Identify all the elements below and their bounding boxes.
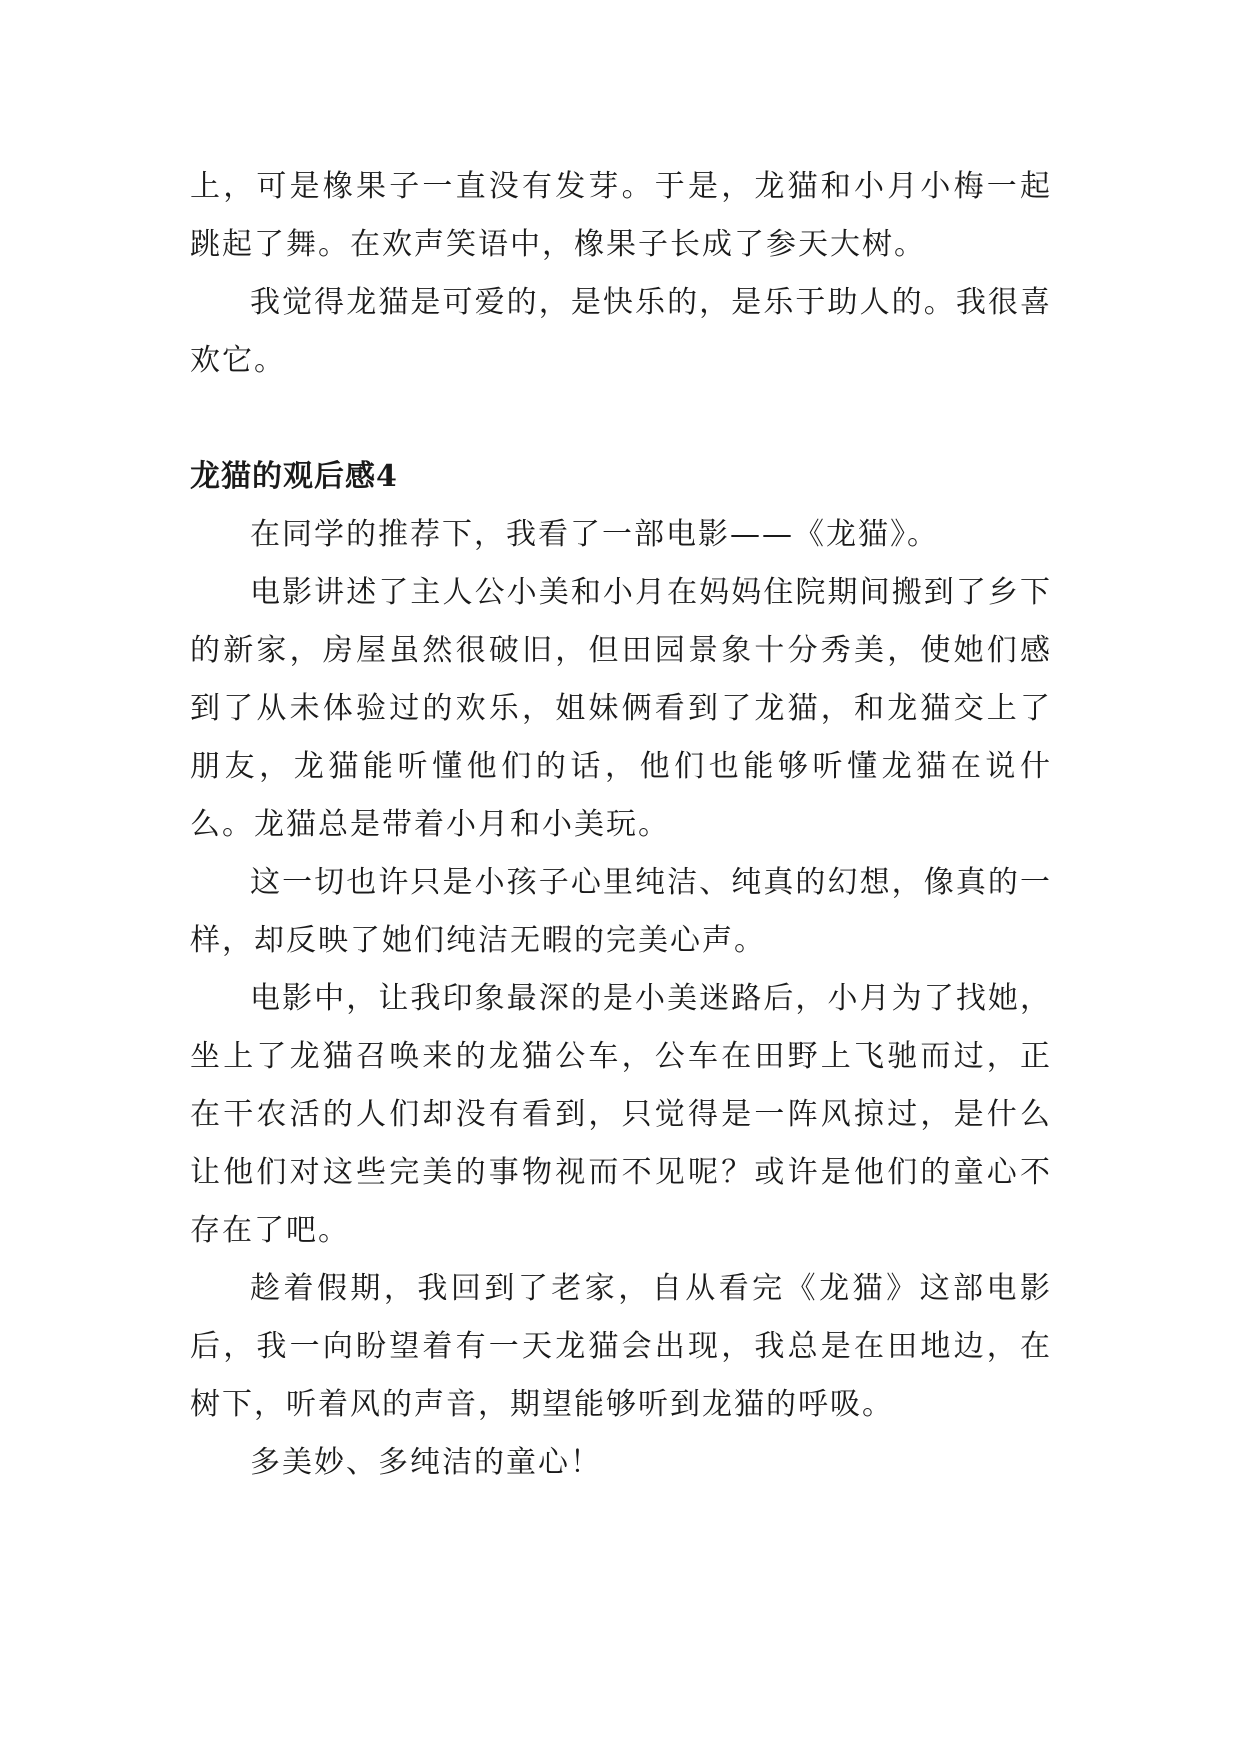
document-body [190,158,1052,1492]
body-paragraph: 多美妙、多纯洁的童心！ [250,1445,602,1480]
body-paragraph: 电影讲述了主人公小美和小月在妈妈住院期间搬到了乡下的新家，房屋虽然很破旧，但田园景象十分秀美，使她们感到了从未体验过的欢乐，姐妹俩看到了龙猫，和龙猫交上了朋友，龙猫能听懂他们的话，他们也能够听懂龙猫在说什么。龙猫总是带着小月和小美玩。 [190,575,1052,842]
continuation-paragraph: 上，可是橡果子一直没有发芽。于是，龙猫和小月小梅一起跳起了舞。在欢声笑语中，橡果子长成了参天大树。 [190,169,1052,262]
closing-paragraph: 我觉得龙猫是可爱的，是快乐的，是乐于助人的。我很喜欢它。 [190,285,1052,378]
body-paragraph: 电影中，让我印象最深的是小美迷路后，小月为了找她，坐上了龙猫召唤来的龙猫公车，公车在田野上飞驰而过，正在干农活的人们却没有看到，只觉得是一阵风掠过，是什么让他们对这些完美的事物视而不见呢？或许是他们的童心不存在了吧。 [190,981,1052,1248]
section-title: 龙猫的观后感4 [190,459,398,494]
body-paragraph: 在同学的推荐下，我看了一部电影——《龙猫》。 [250,517,939,552]
body-paragraph: 趁着假期，我回到了老家，自从看完《龙猫》这部电影后，我一向盼望着有一天龙猫会出现，我总是在田地边，在树下，听着风的声音，期望能够听到龙猫的呼吸。 [190,1271,1052,1422]
body-paragraph: 这一切也许只是小孩子心里纯洁、纯真的幻想，像真的一样，却反映了她们纯洁无暇的完美心声。 [190,865,1052,958]
